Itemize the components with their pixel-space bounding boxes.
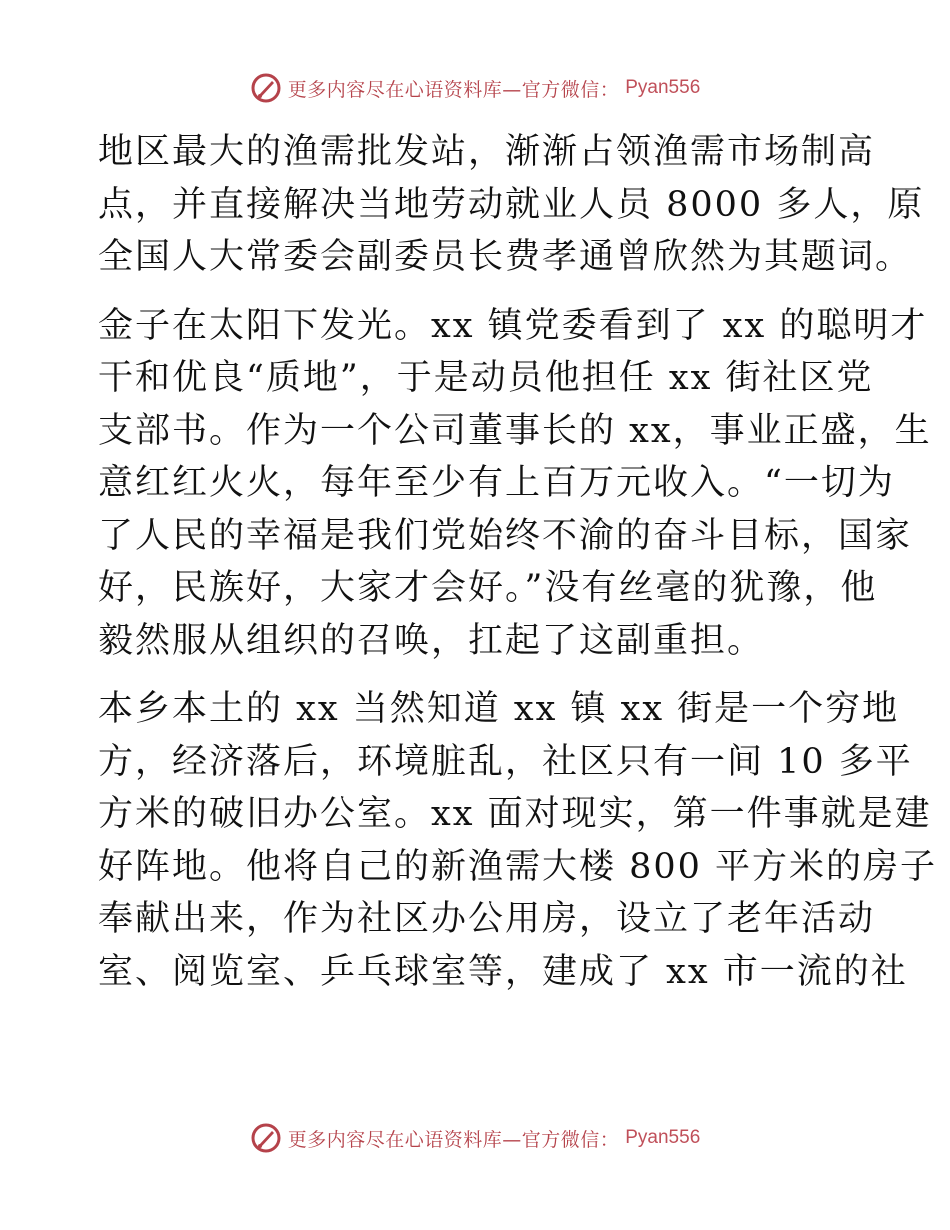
watermark-text: 更多内容尽在心语资料库—官方微信： (287, 1128, 620, 1151)
text-line: 全国人大常委会副委员长费孝通曾欣然为其题词。 (98, 237, 913, 277)
document-body (98, 126, 938, 1014)
text-line: 地区最大的渔需批发站，渐渐占领渔需市场制高 (98, 132, 876, 172)
text-line: 意红红火火，每年至少有上百万元收入。“一切为 (98, 463, 895, 503)
text-line: 方，经济落后，环境脏乱，社区只有一间 10 多平 (98, 741, 913, 782)
text-line: 支部书。作为一个公司董事长的 xx，事业正盛，生 (98, 410, 932, 451)
quill-circle-icon (250, 1122, 282, 1154)
text-line: 好，民族好，大家才会好。”没有丝毫的犹豫，他 (98, 568, 878, 608)
watermark-text: 更多内容尽在心语资料库—官方微信： (287, 78, 620, 101)
text-line: 好阵地。他将自己的新渔需大楼 800 平方米的房子 (98, 846, 938, 887)
text-line: 毅然服从组织的召唤，扛起了这副重担。 (98, 620, 765, 661)
text-line: 方米的破旧办公室。xx 面对现实，第一件事就是建 (98, 794, 932, 834)
paragraph-3 (98, 683, 938, 998)
paragraph-1 (98, 126, 925, 284)
paragraph-2 (98, 300, 932, 668)
text-line: 金子在太阳下发光。xx 镇党委看到了 xx 的聪明才 (98, 305, 928, 346)
watermark-wechat-id: Pyan556 (625, 1127, 701, 1148)
footer-watermark (0, 1122, 950, 1154)
text-line: 本乡本土的 xx 当然知道 xx 镇 xx 街是一个穷地 (98, 689, 900, 729)
text-line: 点，并直接解决当地劳动就业人员 8000 多人，原 (98, 184, 925, 225)
text-line: 室、阅览室、乒乓球室等，建成了 xx 市一流的社 (98, 951, 908, 992)
header-watermark (0, 72, 950, 104)
text-line: 干和优良“质地”，于是动员他担任 xx 街社区党 (98, 358, 874, 398)
text-line: 了人民的幸福是我们党始终不渝的奋斗目标，国家 (98, 515, 913, 556)
watermark-wechat-id: Pyan556 (625, 77, 701, 98)
quill-circle-icon (250, 72, 282, 104)
text-line: 奉献出来，作为社区办公用房，设立了老年活动 (98, 899, 876, 939)
